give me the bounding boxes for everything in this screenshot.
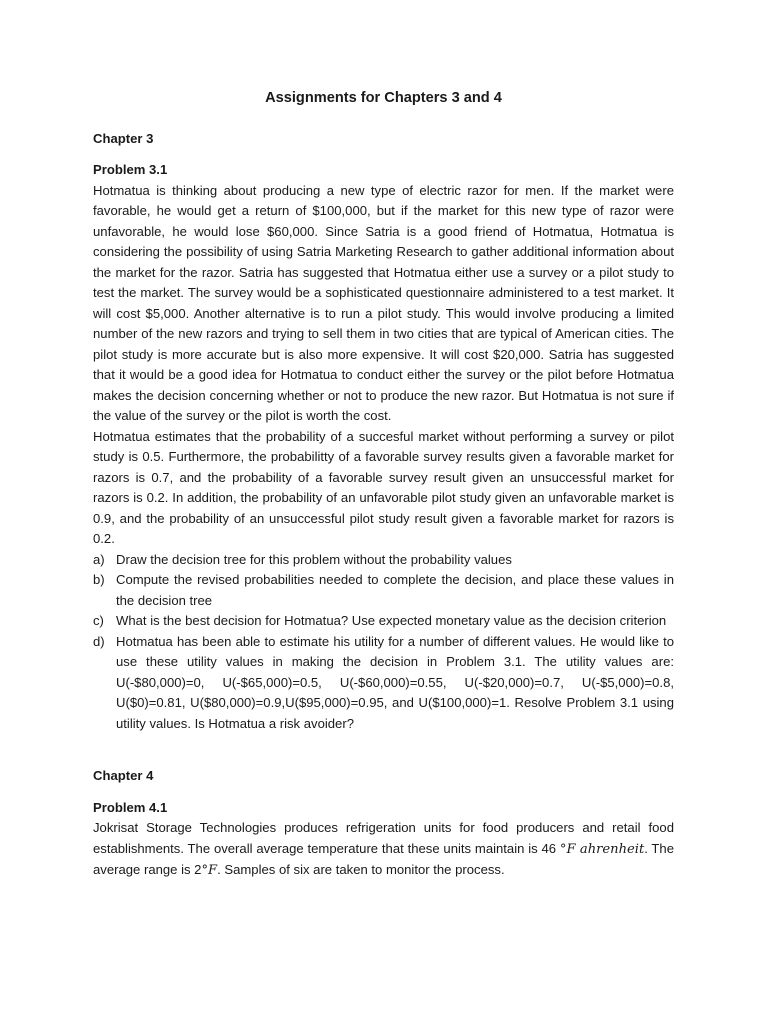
document-content bbox=[93, 88, 674, 882]
list-item-text: Compute the revised probabilities needed to complete the decision, and place these values in the decision tree bbox=[116, 572, 674, 608]
list-marker: b) bbox=[93, 572, 105, 587]
list-marker: c) bbox=[93, 613, 104, 628]
problem-4-1-paragraph bbox=[93, 818, 674, 882]
chapter-4-heading: Chapter 4 bbox=[93, 768, 154, 783]
paragraph-text-start: Jokrisat Storage Technologies produces refrigeration units for food producers and retail food establishments. The overall average temperature that these units maintain is 46 bbox=[93, 820, 674, 856]
chapter-3-heading: Chapter 3 bbox=[93, 130, 154, 146]
problem-3-1-heading: Problem 3.1 bbox=[93, 162, 168, 177]
page-title: Assignments for Chapters 3 and 4 bbox=[265, 90, 502, 106]
problem-3-1-question-list bbox=[93, 550, 674, 735]
problem-3-1-paragraph-2: Hotmatua estimates that the probability of a succesful market without performing a survey or pilot study is 0.5. Furthermore, the probabilitty of a favorable survey results given a favorable market for razors is 0.7, and the probability of a favorable survey result given an unsuccessful market for razors is 0.2. In addition, the probability of an unfavorable pilot study given an unfavorable market is 0.9, and the probability of an unsuccessful pilot study result given a favorable market for razors is 0.2. bbox=[93, 428, 674, 546]
problem-4-1-heading: Problem 4.1 bbox=[93, 799, 168, 815]
list-item-text: What is the best decision for Hotmatua? Use expected monetary value as the decision criterion bbox=[116, 613, 667, 628]
list-item bbox=[93, 570, 674, 611]
problem-3-1-paragraph-1: Hotmatua is thinking about producing a new type of electric razor for men. If the market were favorable, he would get a return of $100,000, but if the market for this new type of razor were unfavorable, he would lose $60,000. Since Satria is a good friend of Hotmatua, Hotmatua is considering the possibility of using Satria Marketing Research to gather additional information about the market for the razor. Satria has suggested that Hotmatua either use a survey or a pilot study to test the market. The survey would be a sophisticated questionnaire administered to a test market. It will cost $5,000. Another alternative is to run a pilot study. This would involve producing a limited number of the new razors and trying to sell them in two cities that are typical of American cities. The pilot study is more accurate but is also more expensive. It will cost $20,000. Satria has suggested that it would be a good idea for Hotmatua to conduct either the survey or the pilot before Hotmatua makes the decision concerning whether or not to produce the new razor. But Hotmatua is not sure if the value of the survey or the pilot is worth the cost. bbox=[93, 182, 674, 423]
paragraph-text-end: . Samples of six are taken to monitor the process. bbox=[217, 862, 505, 877]
paragraph-text-mid: . The average range is 2 bbox=[93, 840, 674, 877]
list-item-text: Draw the decision tree for this problem without the probability values bbox=[116, 551, 512, 567]
fahrenheit-unit: °F ahrenheit bbox=[559, 841, 645, 857]
list-marker: a) bbox=[93, 551, 105, 567]
list-item bbox=[93, 611, 674, 632]
list-item-text: Hotmatua has been able to estimate his utility for a number of different values. He would like to use these utility values in making the decision in Problem 3.1. The utility values are: U(-$80,000)=0, U(-$65,000)=0.5, U(-$60,000)=0.55, U(-$20,000)=0.7, U(-$5,000)=0.8, U($0)=0.81, U($80,000)=0.9,U($95,000)=0.95, and U($100,000)=1. Resolve Problem 3.1 using utility values. Is Hotmatua a risk avoider? bbox=[116, 633, 674, 731]
list-item bbox=[93, 632, 674, 735]
fahrenheit-unit-short: °F bbox=[201, 863, 218, 878]
list-item bbox=[93, 550, 674, 571]
list-marker: d) bbox=[93, 633, 105, 649]
